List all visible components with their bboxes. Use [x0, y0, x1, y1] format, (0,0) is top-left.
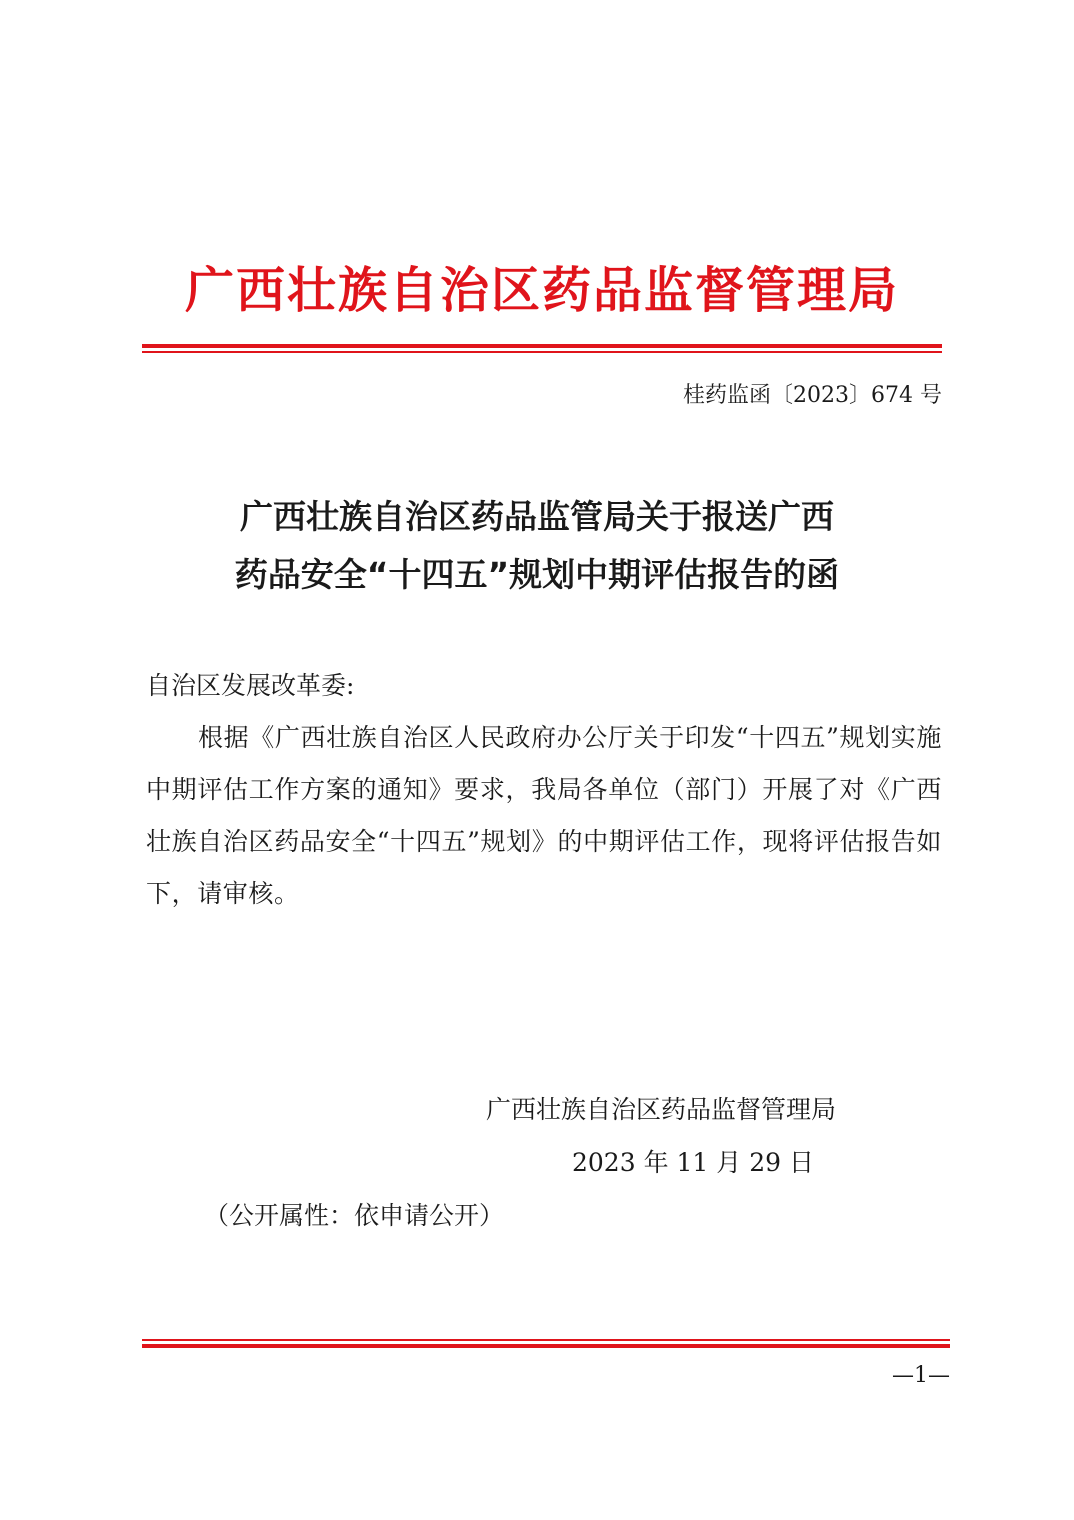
- disclosure-attribute: （公开属性：依申请公开）: [204, 1201, 505, 1230]
- footer-red-rule-thin: [142, 1339, 950, 1341]
- recipient: 自治区发展改革委:: [146, 671, 355, 700]
- document-number: 桂药监函〔2023〕674 号: [683, 383, 942, 408]
- header-red-rule-thick: [142, 344, 942, 348]
- body-paragraph: 根据《广西壮族自治区人民政府办公厅关于印发“十四五”规划实施中期评估工作方案的通知》要求，我局各单位（部门）开展了对《广西壮族自治区药品安全“十四五”规划》的中期评估工作，现将评估报告如下，请审核。: [146, 723, 942, 908]
- page-number: —1—: [892, 1363, 950, 1388]
- header-red-rule-thin: [142, 351, 942, 353]
- document-title-line-1: 广西壮族自治区药品监管局关于报送广西: [240, 497, 834, 536]
- signature-date: 2023 年 11 月 29 日: [572, 1148, 814, 1177]
- document-title-line-2: 药品安全“十四五”规划中期评估报告的函: [234, 555, 840, 594]
- issuing-organization-header: 广西壮族自治区药品监督管理局: [184, 262, 899, 319]
- signature-organization: 广西壮族自治区药品监督管理局: [486, 1095, 837, 1124]
- footer-red-rule-thick: [142, 1344, 950, 1348]
